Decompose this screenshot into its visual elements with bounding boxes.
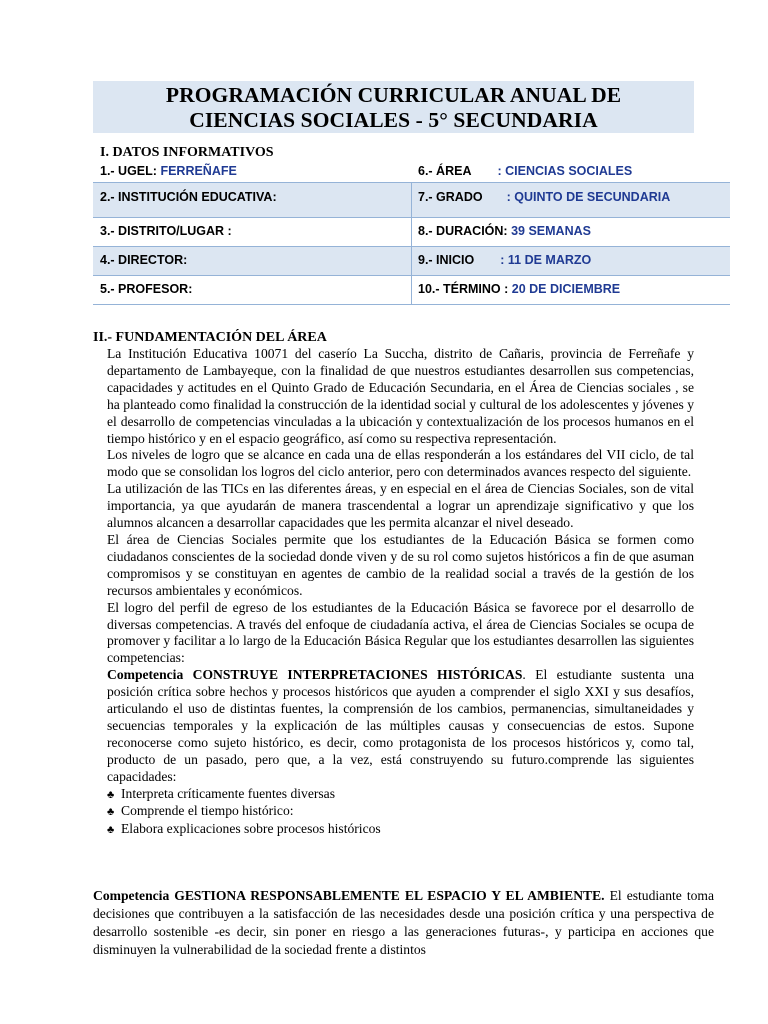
grado-label: 7.- GRADO — [418, 190, 483, 204]
list-item: ♣ Elabora explicaciones sobre procesos históricos — [107, 821, 694, 839]
institucion-label: 2.- INSTITUCIÓN EDUCATIVA: — [100, 190, 277, 204]
paragraph: El área de Ciencias Sociales permite que los estudiantes de la Educación Básica se formen como ciudadanos conscientes de la sociedad donde viven y de su rol como sujetos históricos a fin de que asuman compromisos y se constituyan en agentes de cambio de la realidad social a través de la gestión de los recursos ambientales y económicos. — [107, 531, 694, 598]
competencia-2-paragraph — [93, 887, 714, 959]
section-heading-fundamentacion: II.- FUNDAMENTACIÓN DEL ÁREA — [93, 330, 327, 345]
competencia-1-lead: Competencia CONSTRUYE INTERPRETACIONES HISTÓRICAS — [107, 667, 523, 683]
info-table — [93, 160, 730, 305]
duracion-label: 8.- DURACIÓN: — [418, 224, 508, 238]
inicio-value: : 11 DE MARZO — [500, 253, 592, 267]
paragraph: Los niveles de logro que se alcance en cada una de ellas responderán a los estándares del VII ciclo, de tal modo que se consolidan los logros del ciclo anterior, pero con determinados avances respecto del siguiente. — [107, 447, 694, 480]
competencia-2-lead: Competencia GESTIONA RESPONSABLEMENTE EL ESPACIO Y EL AMBIENTE. — [93, 888, 605, 903]
document-title — [93, 81, 694, 133]
termino-value: 20 DE DICIEMBRE — [511, 282, 621, 296]
list-item: ♣ Comprende el tiempo histórico: — [107, 803, 694, 821]
duracion-value: 39 SEMANAS — [511, 224, 591, 238]
clubs-bullet-icon: ♣ — [107, 824, 115, 837]
grado-value: : QUINTO DE SECUNDARIA — [506, 190, 671, 204]
director-label: 4.- DIRECTOR: — [100, 253, 188, 267]
competencia-1-text: . El estudiante sustenta una posición crítica sobre hechos y procesos históricos que ayuden a comprender el siglo XXI y sus desafíos, articulando el uso de distintas fuentes, la comprensión de los cambios, permanencias, simultaneidades y secuencias temporales y la explicación de las múltiples causas y consecuencias de estos. Supone reconocerse como sujeto histórico, es decir, como protagonista de los procesos históricos y, como tal, producto de un pasado, pero que, a la vez, está construyendo su futuro.comprende las siguientes capacidades: — [107, 667, 694, 784]
info-row — [93, 276, 730, 305]
paragraph: La utilización de las TICs en las diferentes áreas, y en especial en el área de Ciencias Sociales, son de vital importancia, ya que ayudarán de manera trascendental a lograr un aprendizaje significativo y que los alumnos alcancen a desarrollar capacidades que les permita alcanzar el nivel deseado. — [107, 481, 694, 531]
info-row — [93, 218, 730, 246]
paragraph: El logro del perfil de egreso de los estudiantes de la Educación Básica se favorece por el desarrollo de diversas competencias. A través del enfoque de ciudadanía activa, el área de Ciencias Sociales se ocupa de promover y facilitar a lo largo de la Educación Básica Regular que los estudiantes desarrollen las siguientes competencias: — [107, 599, 694, 666]
clubs-bullet-icon: ♣ — [107, 788, 115, 801]
area-value: : CIENCIAS SOCIALES — [497, 164, 633, 178]
competencia-1-paragraph — [107, 667, 694, 785]
paragraph: La Institución Educativa 10071 del caserío La Succha, distrito de Cañaris, provincia de Ferreñafe y departamento de Lambayeque, con la finalidad de que nuestros estudiantes desarrollen sus competencias, capacidades y actitudes en el Quinto Grado de Educación Secundaria, en el Área de Ciencias sociales , se ha planteado como finalidad la construcción de la identidad social y cultural de los adolescentes y jóvenes y el desarrollo de competencias vinculadas a la ubicación y contextualización de los procesos humanos en el tiempo histórico y en el espacio geográfico, así como su respectiva representación. — [107, 346, 694, 446]
list-item: ♣ Interpreta críticamente fuentes diversas — [107, 786, 694, 804]
info-row — [93, 182, 730, 218]
area-label: 6.- ÁREA — [418, 164, 472, 178]
competencia-2-text: El estudiante toma decisiones que contribuyen a la satisfacción de las necesidades desde una posición crítica y una perspectiva de desarrollo sostenible -es decir, sin poner en riesgo a las generaciones futuras-, y participa en acciones que disminuyen la vulnerabilidad de la sociedad frente a distintos — [93, 888, 714, 957]
section-heading-datos: I. DATOS INFORMATIVOS — [100, 145, 274, 160]
title-line-1: PROGRAMACIÓN CURRICULAR ANUAL DE — [165, 83, 622, 107]
title-line-2: CIENCIAS SOCIALES - 5° SECUNDARIA — [189, 108, 598, 132]
profesor-label: 5.- PROFESOR: — [100, 282, 193, 296]
clubs-bullet-icon: ♣ — [107, 806, 115, 819]
inicio-label: 9.- INICIO — [418, 253, 475, 267]
distrito-label: 3.- DISTRITO/LUGAR : — [100, 224, 232, 238]
info-row — [93, 246, 730, 276]
termino-label: 10.- TÉRMINO : — [418, 282, 509, 296]
fundamentacion-body — [107, 346, 694, 839]
ugel-label: 1.- UGEL: — [100, 164, 157, 178]
ugel-value: FERREÑAFE — [160, 164, 237, 178]
info-row — [93, 160, 730, 182]
